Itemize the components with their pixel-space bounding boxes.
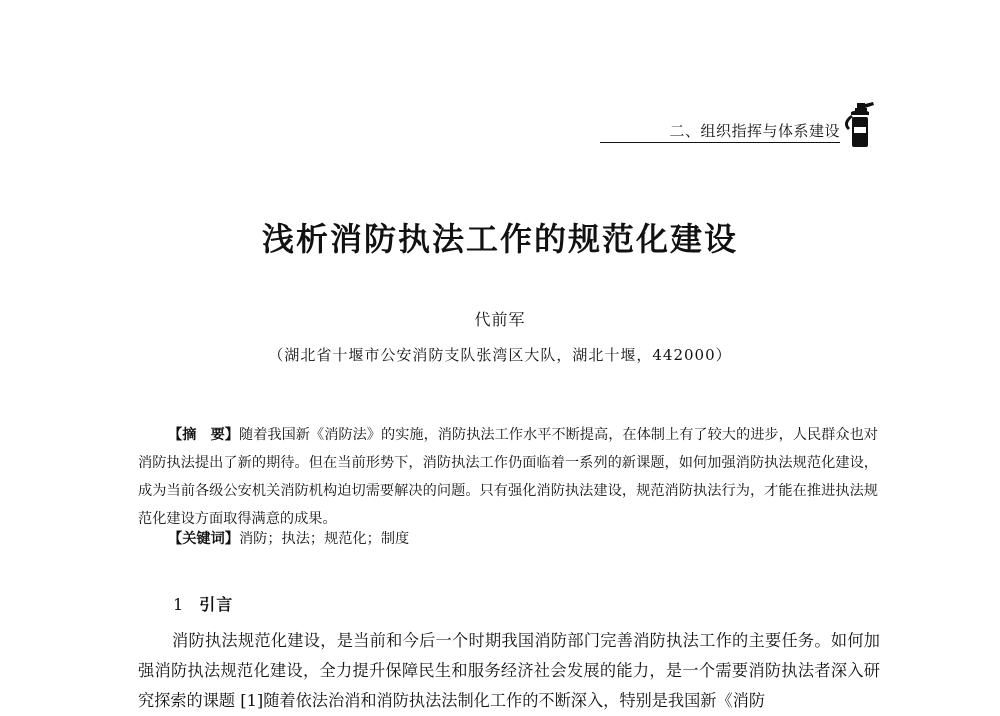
abstract-label: 【摘 要】: [168, 427, 239, 443]
abstract: [138, 421, 878, 533]
article-title: 浅析消防执法工作的规范化建设: [261, 220, 738, 258]
author-affiliation: （湖北省十堰市公安消防支队张湾区大队，湖北十堰，442000）: [268, 346, 732, 364]
keywords-label: 【关键词】: [168, 531, 239, 547]
section-number: 1: [173, 595, 184, 614]
section-title: 引言: [199, 595, 234, 614]
section-heading: [173, 593, 233, 617]
keywords-text: 消防；执法；规范化；制度: [238, 531, 410, 547]
author-name: 代前军: [474, 310, 526, 329]
running-header: 二、组织指挥与体系建设: [600, 121, 840, 143]
keywords: [168, 525, 878, 553]
abstract-text: 随着我国新《消防法》的实施，消防执法工作水平不断提高，在体制上有了较大的进步，人民群众也对消防执法提出了新的期待。但在当前形势下，消防执法工作仍面临着一系列的新课题，如何加强消防执法规范化建设，成为当前各级公安机关消防机构迫切需要解决的问题。只有强化消防执法建设，规范消防执法行为，才能在推进执法规范化建设方面取得满意的成果。: [138, 427, 878, 527]
fire-extinguisher-icon: [843, 101, 877, 149]
section-body-text: 消防执法规范化建设，是当前和今后一个时期我国消防部门完善消防执法工作的主要任务。如何加强消防执法规范化建设，全力提升保障民生和服务经济社会发展的能力，是一个需要消防执法者深入研究探索的课题 [1]随着依法治消和消防执法法制化工作的不断深入，特别是我国新《消防: [138, 631, 880, 710]
